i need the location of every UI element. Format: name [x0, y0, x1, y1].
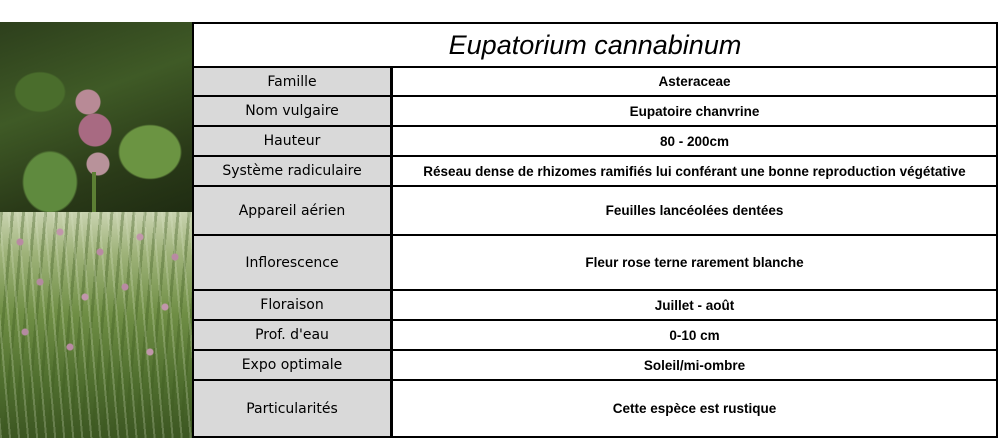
row-value: Asteraceae	[393, 68, 996, 95]
table-row	[194, 381, 996, 436]
flower-closeup-photo	[0, 22, 192, 212]
row-label: Système radiculaire	[194, 157, 390, 185]
row-label: Prof. d'eau	[194, 321, 390, 349]
table-row	[194, 97, 996, 125]
table-row	[194, 236, 996, 289]
row-value: Juillet - août	[393, 291, 996, 319]
row-label: Floraison	[194, 291, 390, 319]
row-value: 80 - 200cm	[393, 127, 996, 155]
plant-field-photo	[0, 212, 192, 438]
row-label: Expo optimale	[194, 351, 390, 379]
species-title: Eupatorium cannabinum	[194, 24, 996, 66]
row-value: 0-10 cm	[393, 321, 996, 349]
row-label: Inflorescence	[194, 236, 390, 289]
row-label: Particularités	[194, 381, 390, 436]
row-value: Eupatoire chanvrine	[393, 97, 996, 125]
row-value: Cette espèce est rustique	[393, 381, 996, 436]
row-value: Soleil/mi-ombre	[393, 351, 996, 379]
row-label: Famille	[194, 68, 390, 95]
row-value: Feuilles lancéolées dentées	[393, 187, 996, 234]
table-row	[194, 321, 996, 349]
row-value: Fleur rose terne rarement blanche	[393, 236, 996, 289]
row-label: Nom vulgaire	[194, 97, 390, 125]
species-table	[192, 22, 998, 438]
table-row	[194, 127, 996, 155]
field-flowers	[0, 212, 192, 438]
table-row	[194, 291, 996, 319]
table-row	[194, 157, 996, 185]
table-row	[194, 187, 996, 234]
table-row	[194, 68, 996, 95]
flower-stem	[92, 172, 96, 212]
table-row	[194, 351, 996, 379]
row-value: Réseau dense de rhizomes ramifiés lui conférant une bonne reproduction végétative	[393, 157, 996, 185]
row-label: Appareil aérien	[194, 187, 390, 234]
row-label: Hauteur	[194, 127, 390, 155]
